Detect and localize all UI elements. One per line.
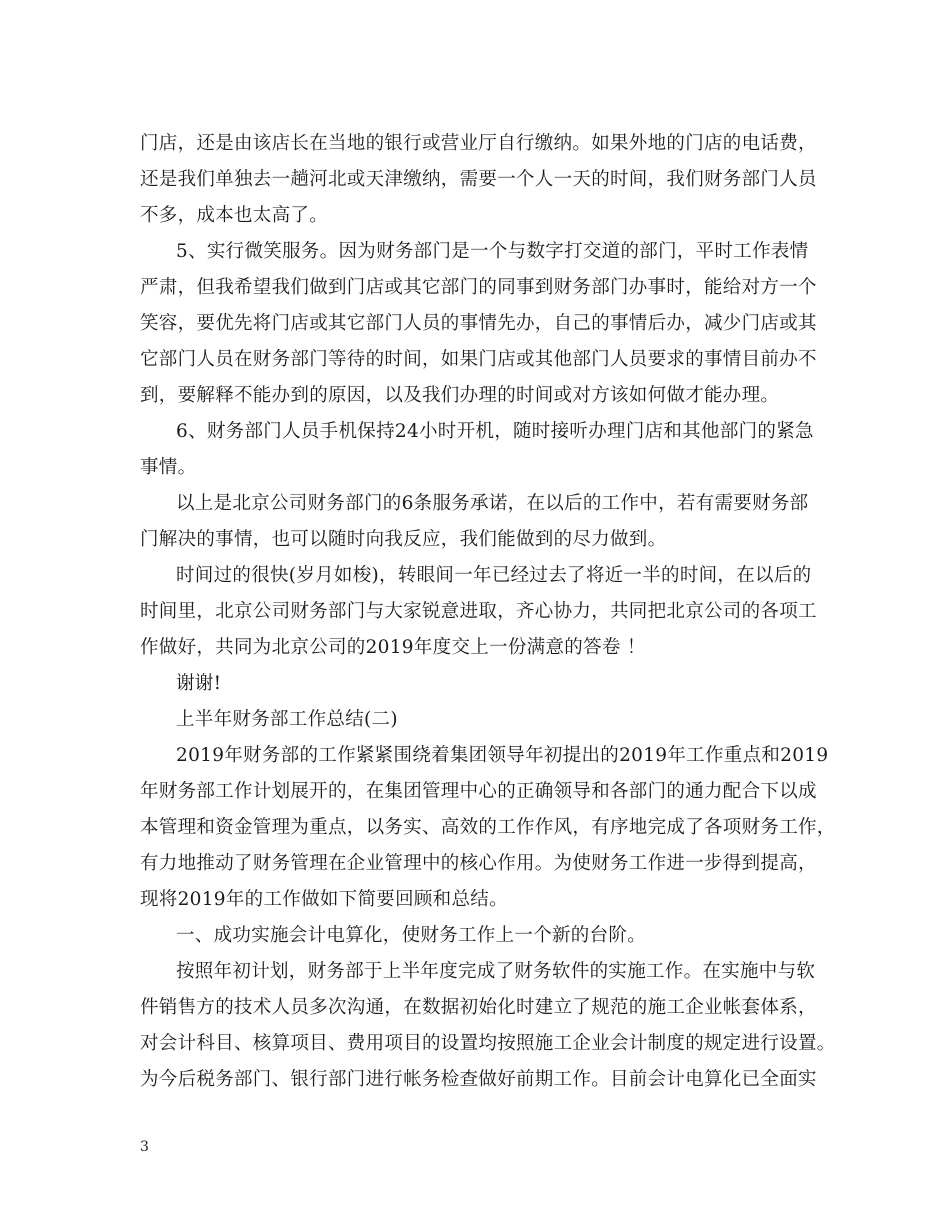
paragraph-first-line: 5、实行微笑服务。因为财务部门是一个与数字打交道的部门，平时工作表情 bbox=[176, 241, 809, 262]
text-line: 年财务部工作计划展开的，在集团管理中心的正确领导和各部门的通力配合下以成 bbox=[140, 781, 817, 802]
paragraph-first-line: 时间过的很快(岁月如梭)，转眼间一年已经过去了将近一半的时间，在以后的 bbox=[176, 565, 812, 586]
text-line: 门解决的事情，也可以随时向我反应，我们能做到的尽力做到。 bbox=[140, 529, 667, 550]
text-line: 严肃，但我希望我们做到门店或其它部门的同事到财务部门办事时，能给对方一个 bbox=[140, 277, 817, 298]
text-line: 时间里，北京公司财务部门与大家锐意进取，齐心协力，共同把北京公司的各项工 bbox=[140, 601, 817, 622]
paragraph-first-line: 2019年财务部的工作紧紧围绕着集团领导年初提出的2019年工作重点和2019 bbox=[176, 745, 829, 766]
text-line: 本管理和资金管理为重点，以务实、高效的工作作风，有序地完成了各项财务工作， bbox=[140, 817, 836, 838]
section-heading: 上半年财务部工作总结(二) bbox=[176, 709, 398, 730]
text-line: 有力地推动了财务管理在企业管理中的核心作用。为使财务工作进一步得到提高， bbox=[140, 853, 817, 874]
page-number: 3 bbox=[140, 1139, 149, 1155]
text-line: 对会计科目、核算项目、费用项目的设置均按照施工企业会计制度的规定进行设置。 bbox=[140, 1033, 836, 1054]
text-line: 事情。 bbox=[140, 457, 197, 478]
text-line: 件销售方的技术人员多次沟通，在数据初始化时建立了规范的施工企业帐套体系， bbox=[140, 997, 817, 1018]
text-line: 还是我们单独去一趟河北或天津缴纳，需要一个人一天的时间，我们财务部门人员 bbox=[140, 169, 817, 190]
text-line: 门店，还是由该店长在当地的银行或营业厅自行缴纳。如果外地的门店的电话费， bbox=[140, 133, 817, 154]
text-line: 它部门人员在财务部门等待的时间，如果门店或其他部门人员要求的事情目前办不 bbox=[140, 349, 817, 370]
paragraph-first-line: 以上是北京公司财务部门的6条服务承诺，在以后的工作中，若有需要财务部 bbox=[176, 493, 809, 514]
text-line: 为今后税务部门、银行部门进行帐务检查做好前期工作。目前会计电算化已全面实 bbox=[140, 1069, 817, 1090]
paragraph-first-line: 按照年初计划，财务部于上半年度完成了财务软件的实施工作。在实施中与软 bbox=[176, 961, 816, 982]
text-line: 现将2019年的工作做如下简要回顾和总结。 bbox=[140, 889, 508, 910]
paragraph-first-line: 谢谢! bbox=[176, 673, 222, 694]
text-line: 到，要解释不能办到的原因，以及我们办理的时间或对方该如何做才能办理。 bbox=[140, 385, 780, 406]
text-line: 不多，成本也太高了。 bbox=[140, 205, 329, 226]
paragraph-first-line: 6、财务部门人员手机保持24小时开机，随时接听办理门店和其他部门的紧急 bbox=[176, 421, 814, 442]
text-line: 作做好，共同为北京公司的2019年度交上一份满意的答卷 ！ bbox=[140, 637, 646, 658]
section-heading: 一、成功实施会计电算化，使财务工作上一个新的台阶。 bbox=[176, 925, 647, 946]
text-line: 笑容，要优先将门店或其它部门人员的事情先办，自己的事情后办，减少门店或其 bbox=[140, 313, 817, 334]
